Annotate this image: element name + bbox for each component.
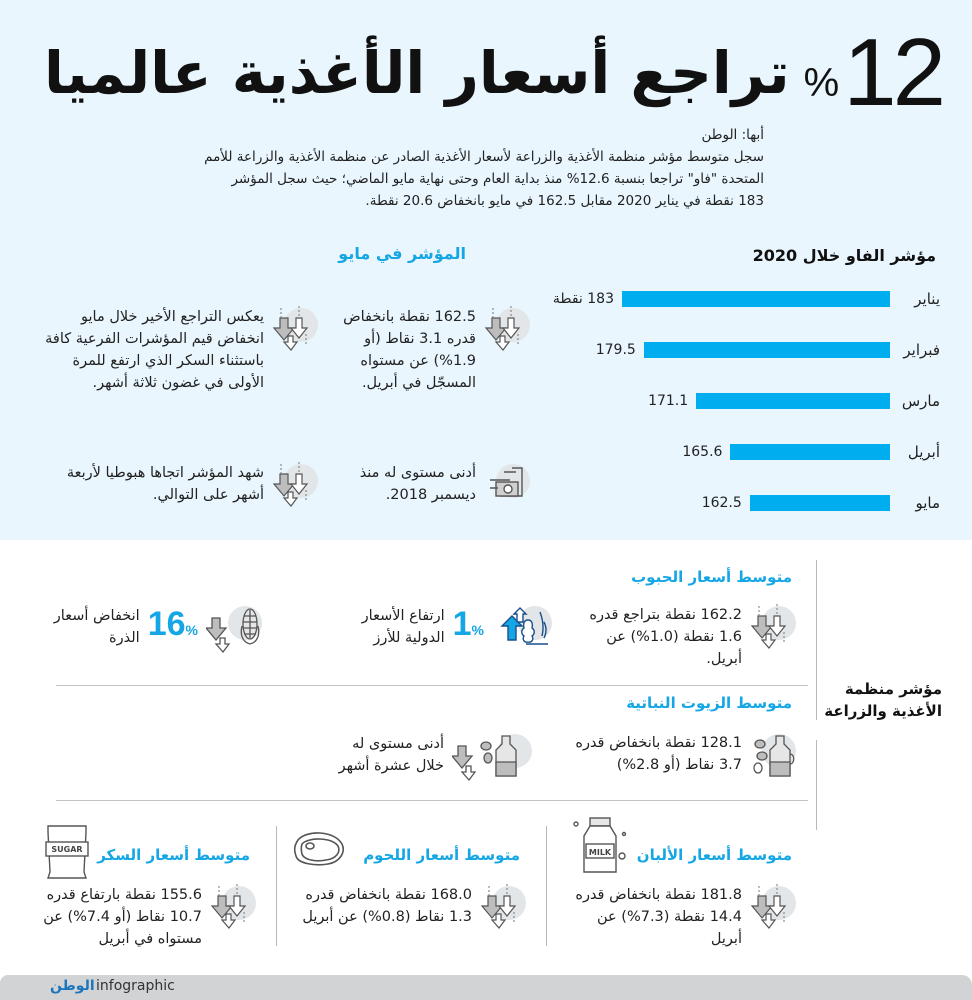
rice-increase xyxy=(453,604,484,650)
headline-figure xyxy=(803,19,942,126)
intro-paragraph xyxy=(204,124,764,212)
bar-row xyxy=(540,288,940,310)
oils-low-text: أدنى مستوى له خلال عشرة أشهر xyxy=(338,736,444,774)
bar xyxy=(644,342,890,358)
milk-bottle-icon xyxy=(572,816,628,880)
dairy-title: متوسط أسعار الألبان xyxy=(636,846,792,864)
down-arrows-icon xyxy=(750,884,796,930)
dairy-main xyxy=(556,884,796,950)
footer-bar xyxy=(0,975,972,1000)
meat-main xyxy=(286,884,526,930)
corn-decrease xyxy=(148,604,198,650)
may-fact-4-text: شهد المؤشر اتجاها هبوطيا لأربعة أشهر على التوالي. xyxy=(66,465,264,503)
may-index-title: المؤشر في مايو xyxy=(338,244,466,263)
down-arrows-icon xyxy=(480,884,526,930)
bar xyxy=(622,291,890,307)
headline xyxy=(44,19,942,126)
bar-category-label: أبريل xyxy=(907,443,940,461)
down-arrows-icon xyxy=(484,306,530,352)
divider-cereals xyxy=(56,685,808,686)
intro-text: سجل متوسط مؤشر منظمة الأغذية والزراعة لأسعار الأغذية الصادر عن منظمة الأغذية والزراعة للأمم المتحدة "فاو" تراجعا بنسبة 12.6% منذ بداية العام وحتى نهاية مايو الماضي؛ حيث سجل المؤشر 183 نقطة في يناير 2020 مقابل 162.5 في مايو بانخفاض 20.6 نقطة. xyxy=(204,149,764,209)
money-hand-icon xyxy=(484,462,530,508)
sugar-bag-icon xyxy=(44,822,90,884)
bar xyxy=(730,444,890,460)
milk-icon-label: MILK xyxy=(588,848,612,857)
may-fact-1-text: 162.5 نقطة بانخفاض قدره 3.1 نقاط (أو 1.9%) عن مستواه المسجّل في أبريل. xyxy=(343,309,476,391)
bar-value-label: 179.5 xyxy=(595,342,636,358)
may-fact-3-text: أدنى مستوى له منذ ديسمبر 2018. xyxy=(359,465,476,503)
chart-title: مؤشر الفاو خلال 2020 xyxy=(752,246,936,265)
headline-title: تراجع أسعار الأغذية عالميا xyxy=(44,39,790,107)
divider-oils xyxy=(56,800,808,801)
corn-text-line-2: الذرة xyxy=(109,630,140,646)
meat-title: متوسط أسعار اللحوم xyxy=(363,846,520,864)
sugar-icon-label: SUGAR xyxy=(51,845,83,854)
olive-oil-icon xyxy=(750,732,796,778)
bar-category-label: فبراير xyxy=(903,341,940,359)
corn-down-arrow-icon xyxy=(206,604,262,650)
bar-row xyxy=(540,390,940,412)
oils-title: متوسط الزيوت النباتية xyxy=(626,694,792,712)
headline-number: 12 xyxy=(843,19,942,126)
bar xyxy=(750,495,890,511)
oil-down-arrow-icon xyxy=(452,732,532,778)
cereals-main xyxy=(576,604,796,670)
corn-text xyxy=(50,605,140,649)
bar-category-label: مايو xyxy=(915,494,940,512)
bar xyxy=(696,393,890,409)
sugar-main xyxy=(16,884,256,950)
bar-value-label: 171.1 xyxy=(648,393,689,409)
may-fact-3 xyxy=(330,462,530,508)
rice-value: 1 xyxy=(452,605,472,643)
fao-section-title: مؤشر منظمة الأغذية والزراعة xyxy=(824,680,942,720)
corn-text-line-1: انخفاض أسعار xyxy=(53,608,140,624)
meat-text: 168.0 نقطة بانخفاض قدره 1.3 نقاط (0.8%) عن أبريل xyxy=(302,887,472,925)
divider-meat-sugar xyxy=(276,826,277,946)
rice-text: ارتفاع الأسعار الدولية للأرز xyxy=(361,608,445,646)
bar-value-label: 183 نقطة xyxy=(552,291,614,307)
corn-pct: % xyxy=(185,622,198,638)
oils-main-text: 128.1 نقطة بانخفاض قدره 3.7 نقاط (أو 2.8%) xyxy=(575,735,742,773)
down-arrows-icon xyxy=(750,604,796,650)
rice-pct: % xyxy=(471,622,484,638)
down-arrows-icon xyxy=(272,462,318,508)
may-fact-2-text: يعكس التراجع الأخير خلال مايو انخفاض قيم المؤشرات الفرعية كافة باستثناء السكر الذي ارتفع للمرة الأولى في غضون ثلاثة أشهر. xyxy=(45,309,264,391)
may-fact-1 xyxy=(330,306,530,394)
cereals-corn xyxy=(22,604,262,650)
down-arrows-icon xyxy=(210,884,256,930)
sugar-text: 155.6 نقطة بارتفاع قدره 10.7 نقاط (أو 7.4%) عن مستواه في أبريل xyxy=(43,887,202,947)
footer-brand: infographic xyxy=(96,978,175,994)
fao-index-bar-chart xyxy=(540,280,940,520)
byline: أبها: الوطن xyxy=(701,127,764,143)
oils-low xyxy=(332,732,532,778)
cereals-main-text: 162.2 نقطة بتراجع قدره 1.6 نقطة (1.0%) عن أبريل. xyxy=(589,607,742,667)
headline-percent: % xyxy=(803,61,840,105)
corn-value: 16 xyxy=(147,605,186,643)
bar-row xyxy=(540,441,940,463)
bar-row xyxy=(540,339,940,361)
cereals-rice xyxy=(312,604,552,650)
side-divider-lower xyxy=(816,740,817,830)
oils-main xyxy=(556,732,796,778)
may-fact-4 xyxy=(38,462,318,508)
alwatan-logo: الوطن xyxy=(50,978,95,994)
bar-value-label: 165.6 xyxy=(682,444,723,460)
bar-category-label: مارس xyxy=(901,392,940,410)
bar-value-label: 162.5 xyxy=(701,495,742,511)
sugar-title: متوسط أسعار السكر xyxy=(97,846,250,864)
dairy-text: 181.8 نقطة بانخفاض قدره 14.4 نقطة (7.3%) عن أبريل xyxy=(575,887,742,947)
steak-icon xyxy=(292,830,346,874)
may-fact-2 xyxy=(38,306,318,394)
divider-dairy-meat xyxy=(546,826,547,946)
bar-row xyxy=(540,492,940,514)
bar-category-label: يناير xyxy=(914,290,940,308)
rice-up-arrow-icon xyxy=(492,604,552,650)
down-arrows-icon xyxy=(272,306,318,352)
cereals-title: متوسط أسعار الحبوب xyxy=(631,568,792,586)
